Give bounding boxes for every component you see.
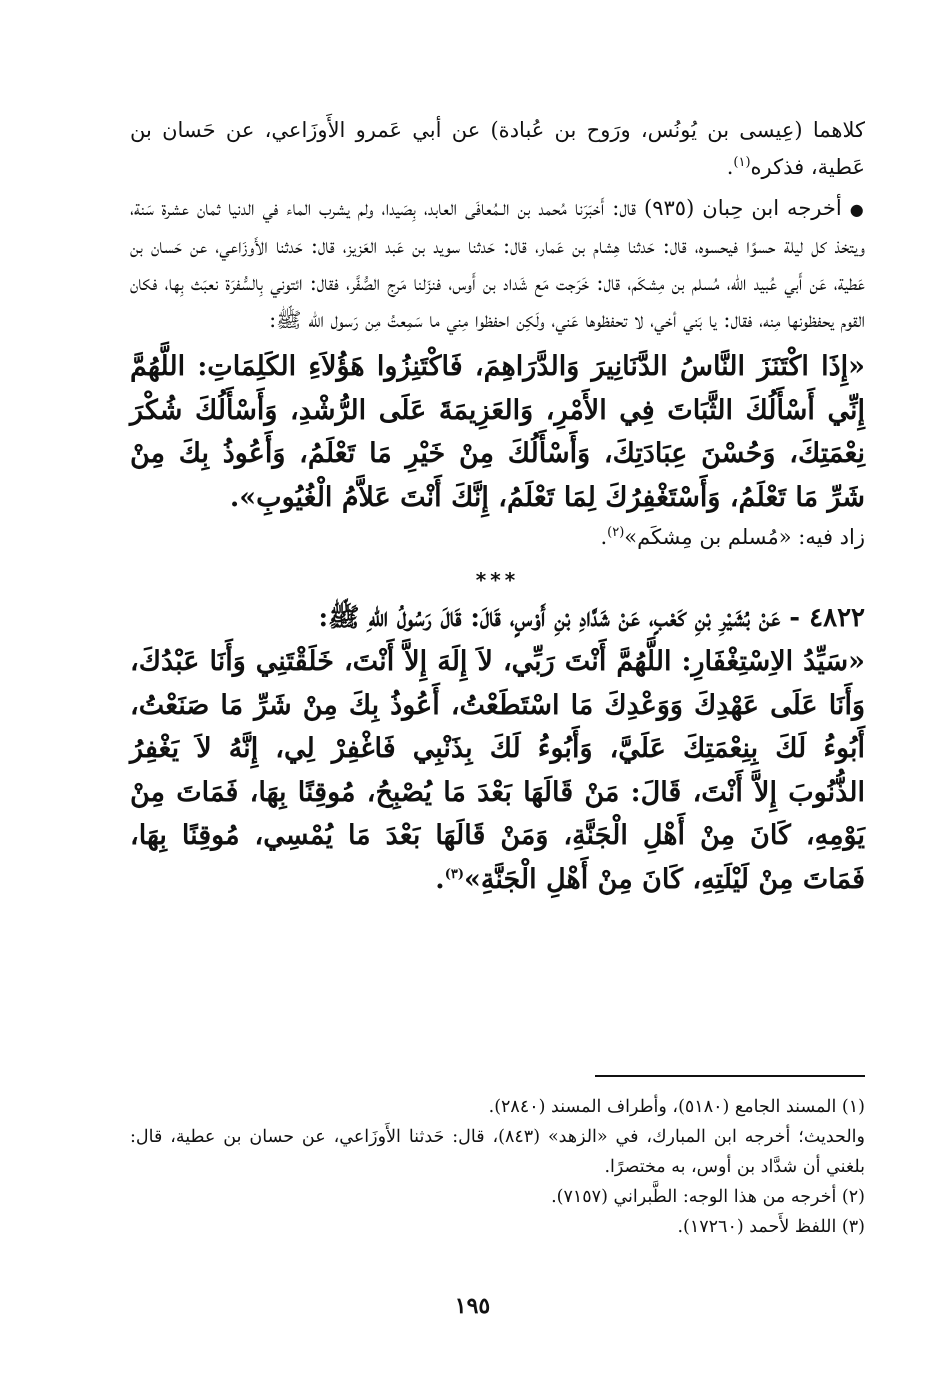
hadith-quote-2: [130, 640, 865, 901]
paragraph-1-end: .: [726, 155, 734, 179]
paragraph-1-text: كلاهما (عِيسى بن يُونُس، ورَوح بن عُبادة) عن أبي عَمرو الأَوزَاعي، عن حَسان بن عَطية، فذكره: [130, 118, 865, 179]
hadith-quote-1: «إِذَا اكْتَنَزَ النَّاسُ الدَّنَانِيرَ وَالدَّرَاهِمَ، فَاكْتَنِزُوا هَؤُلاَءِ الكَلِمَاتِ: اللَّهُمَّ إِنِّي أَسْأَلُكَ الثَّبَاتَ فِي الأَمْرِ، وَالعَزِيمَةَ عَلَى الرُّشْدِ، وَأَسْأَلُكَ شُكْرَ نِعْمَتِكَ، وَحُسْنَ عِبَادَتِكَ، وَأَسْأَلُكَ مِنْ خَيْرِ مَا تَعْلَمُ، وَأَعُوذُ بِكَ مِنْ شَرِّ مَا تَعْلَمُ، وَأَسْتَغْفِرُكَ لِمَا تَعْلَمُ، إِنَّكَ أَنْتَ عَلاَّمُ الْغُيُوبِ».: [130, 351, 865, 513]
footnotes: [130, 1092, 865, 1242]
bullet-icon: ●: [849, 200, 865, 219]
footnote-ref-1[interactable]: (١): [733, 155, 751, 170]
page-number: ١٩٥: [454, 1293, 491, 1319]
paragraph-3: [130, 519, 865, 556]
section-separator: ***: [475, 568, 520, 592]
paragraph-2-text: أخرجه ابن حِبان (٩٣٥) قال: أَخبَرَنا مُحمد بن الـمُعافَى العابد، بِصَيدا، ولم يشرب الماء في الدنيا ثمان عشرة سَنة، ويتخذ كل ليلة حسوًا فيحسوه، قال: حَدثنا هِشام بن عَمار، قال: حَدثنا سويد بن عَبد العَزيز، قال: حَدثنا الأَوزَاعي، عن حَسان بن عَطية، عَن أَبي عُبيد الله، مُسلم بن مِشكَم، قال: خَرَجت مَع شَداد بن أَوس، فنزَلنا مَرج الصُّفَّر، فقال: ائتوني بِالسُّفرَة نعبَث بِها، فكان القوم يحفظونها مِنه، فقال: يا بَني أخي، لا تحفظوها عَني، ولَكِن احفظوا مِني ما سَمِعتُ مِن رَسول الله ﷺ:: [130, 196, 865, 332]
footnote-divider: [595, 1075, 865, 1077]
footnote-1: (١) المسند الجامع (٥١٨٠)، وأطراف المسند (٢٨٤٠).: [488, 1097, 865, 1117]
footnote-ref-2[interactable]: (٢): [607, 525, 625, 540]
footnote-2: (٢) أخرجه من هذا الوجه: الطَّبراني (٧١٥٧).: [551, 1187, 865, 1207]
page-body: [130, 112, 865, 901]
footnote-3: (٣) اللفظ لأَحمد (١٧٢٦٠).: [677, 1217, 865, 1237]
paragraph-2: [130, 190, 865, 339]
footnote-1-continued: والحديث؛ أخرجه ابن المبارك، في «الزهد» (٨٤٣)، قال: حَدثنا الأَوزَاعي، عن حسان بن عطية، قال: بلغني أن شدَّاد بن أوس، به مختصرًا.: [130, 1127, 865, 1177]
hadith-heading: ٤٨٢٢ - عَنْ بُشَيْرِ بْنِ كَعْبٍ، عَنْ شَدَّادِ بْنِ أَوْسٍ، قَالَ: قَالَ رَسُولُ اللهِ ﷺ:: [318, 603, 865, 633]
paragraph-1: [130, 112, 865, 186]
hadith-quote-2-text: «سَيِّدُ الاِسْتِغْفَارِ: اللَّهُمَّ أَنْتَ رَبِّي، لاَ إِلَهَ إِلاَّ أَنْتَ، خَلَقْتَنِي وَأَنَا عَبْدُكَ، وَأَنَا عَلَى عَهْدِكَ وَوَعْدِكَ مَا اسْتَطَعْتُ، أَعُوذُ بِكَ مِنْ شَرِّ مَا صَنَعْتُ، أَبُوءُ لَكَ بِنِعْمَتِكَ عَلَيَّ، وَأَبُوءُ لَكَ بِذَنْبِي فَاغْفِرْ لِي، إِنَّهُ لاَ يَغْفِرُ الذُّنُوبَ إِلاَّ أَنْتَ، قَالَ: مَنْ قَالَهَا بَعْدَ مَا يُصْبِحُ، مُوقِنًا بِهَا، فَمَاتَ مِنْ يَوْمِهِ، كَانَ مِنْ أَهْلِ الْجَنَّةِ، وَمَنْ قَالَهَا بَعْدَ مَا يُمْسِي، مُوقِنًا بِهَا، فَمَاتَ مِنْ لَيْلَتِهِ، كَانَ مِنْ أَهْلِ الْجَنَّةِ»: [130, 646, 865, 895]
paragraph-3-end: .: [600, 525, 608, 549]
hadith-quote-2-end: .: [435, 863, 445, 895]
footnote-ref-3[interactable]: (٣): [444, 866, 464, 882]
paragraph-3-text: زاد فيه: «مُسلم بن مِشكَم»: [624, 525, 865, 549]
